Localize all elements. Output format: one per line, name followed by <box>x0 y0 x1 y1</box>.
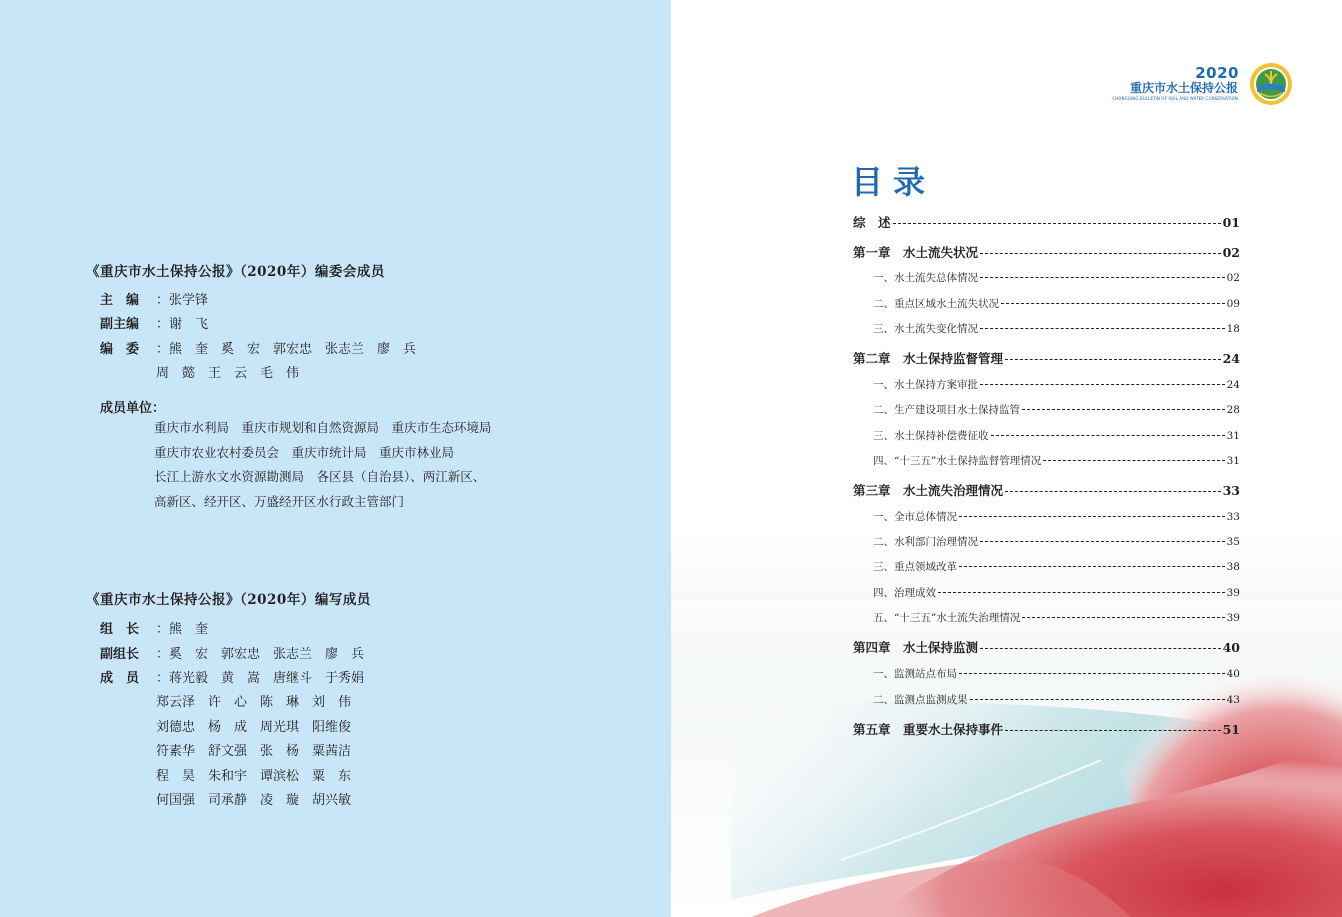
toc-page-number: 24 <box>1226 379 1240 391</box>
toc-entry-label: 第二章 水土保持监督管理 <box>853 351 1004 366</box>
toc-entry-section[interactable] <box>853 377 1240 392</box>
toc-leader <box>893 222 1221 224</box>
toc-entry-label: 一、水土保持方案审批 <box>873 379 978 391</box>
members-continuation: 何国强 司承静 凌 璇 胡兴敏 <box>156 793 352 808</box>
credit-names: ：张学锋 <box>156 293 209 308</box>
toc-leader <box>959 672 1225 674</box>
toc-entry-chapter-3[interactable] <box>853 481 1240 499</box>
members-continuation: 程 昊 朱和宇 谭滨松 粟 东 <box>156 769 352 784</box>
member-units-line: 重庆市农业农村委员会 重庆市统计局 重庆市林业局 <box>154 445 455 460</box>
toc-leader <box>959 515 1225 517</box>
toc-leader <box>1005 358 1221 360</box>
credit-role: 主 编 <box>100 293 140 308</box>
toc-entry-label: 第五章 重要水土保持事件 <box>853 722 1004 737</box>
credit-names: ：熊 奎 <box>156 622 209 637</box>
toc-entry-label: 三、水土流失变化情况 <box>873 323 978 335</box>
toc-entry-label: 综 述 <box>853 215 891 230</box>
editorial-committee-title: 《重庆市水土保持公报》（2020年）编委会成员 <box>86 264 385 280</box>
soil-water-conservation-emblem-icon <box>1249 62 1293 106</box>
toc-entry-label: 二、生产建设项目水土保持监管 <box>873 404 1020 416</box>
toc-leader <box>980 327 1225 329</box>
toc-leader <box>938 591 1225 593</box>
members-continuation: 符素华 舒文强 张 杨 粟茜洁 <box>156 744 352 759</box>
toc-leader <box>1005 729 1221 731</box>
toc-page-number: 39 <box>1226 587 1240 599</box>
logo-year: 2020 <box>1195 64 1239 82</box>
member-units-line: 高新区、经开区、万盛经开区水行政主管部门 <box>154 494 405 509</box>
toc-leader <box>980 276 1225 278</box>
toc-entry-section[interactable] <box>853 453 1240 468</box>
toc-entry-section[interactable] <box>853 270 1240 285</box>
toc-leader <box>991 434 1225 436</box>
toc-page-number: 02 <box>1222 245 1240 260</box>
toc-entry-section[interactable] <box>853 610 1240 625</box>
toc-leader <box>980 647 1221 649</box>
toc-entry-section[interactable] <box>853 692 1240 707</box>
toc-leader <box>980 383 1225 385</box>
credit-role: 成 员 <box>100 671 140 686</box>
toc-entry-chapter-4[interactable] <box>853 638 1240 656</box>
toc-entry-chapter-2[interactable] <box>853 349 1240 367</box>
toc-entry-label: 四、治理成效 <box>873 587 936 599</box>
toc-entry-chapter-5[interactable] <box>853 720 1240 738</box>
members-continuation: 郑云泽 许 心 陈 琳 刘 伟 <box>156 695 352 710</box>
toc-entry-chapter-1[interactable] <box>853 243 1240 261</box>
toc-entry-label: 三、重点领域改革 <box>873 561 957 573</box>
toc-entry-label: 一、水土流失总体情况 <box>873 272 978 284</box>
toc-leader <box>1022 408 1225 410</box>
toc-entry-section[interactable] <box>853 428 1240 443</box>
toc-leader <box>959 565 1225 567</box>
toc-entry-label: 二、监测点监测成果 <box>873 694 968 706</box>
right-page <box>671 0 1342 917</box>
credit-role: 组 长 <box>100 622 140 637</box>
toc-entry-label: 第一章 水土流失状况 <box>853 245 979 260</box>
toc-entry-section[interactable] <box>853 321 1240 336</box>
toc-title: 目录 <box>851 163 936 201</box>
bulletin-logo <box>1112 62 1296 112</box>
toc-leader <box>970 698 1225 700</box>
toc-entry-label: 二、水利部门治理情况 <box>873 536 978 548</box>
members-continuation: 刘德忠 杨 成 周光琪 阳维俊 <box>156 720 352 735</box>
credit-role: 副组长 <box>100 647 140 662</box>
toc-entry-label: 五、“十三五”水土流失治理情况 <box>873 612 1021 624</box>
toc-entry-label: 第四章 水土保持监测 <box>853 640 979 655</box>
toc-page-number: 38 <box>1226 561 1240 573</box>
member-units-line: 重庆市水利局 重庆市规划和自然资源局 重庆市生态环境局 <box>154 420 492 435</box>
credit-role: 副主编 <box>100 317 140 332</box>
toc-page-number: 02 <box>1226 272 1240 284</box>
credit-role: 编 委 <box>100 342 140 357</box>
toc-entry-label: 三、水土保持补偿费征收 <box>873 430 989 442</box>
toc-page-number: 40 <box>1222 640 1240 655</box>
logo-title: 重庆市水土保持公报 <box>1129 81 1238 95</box>
toc-entry-label: 一、全市总体情况 <box>873 511 957 523</box>
toc-entry-section[interactable] <box>853 296 1240 311</box>
toc-page-number: 33 <box>1222 483 1240 498</box>
credit-names: ：谢 飞 <box>156 317 209 332</box>
toc-leader <box>980 540 1225 542</box>
toc-page-number: 31 <box>1226 430 1240 442</box>
toc-page-number: 33 <box>1226 511 1240 523</box>
toc-page-number: 24 <box>1222 351 1240 366</box>
toc-page-number: 40 <box>1226 668 1240 680</box>
credit-names: ：熊 奎 奚 宏 郭宏忠 张志兰 廖 兵 <box>156 342 417 357</box>
toc-page-number: 39 <box>1226 612 1240 624</box>
toc-entry-section[interactable] <box>853 559 1240 574</box>
committee-continuation: 周 懿 王 云 毛 伟 <box>156 366 300 381</box>
toc-leader <box>980 252 1221 254</box>
toc-leader <box>1001 302 1225 304</box>
toc-page-number: 18 <box>1226 323 1240 335</box>
toc-entry-section[interactable] <box>853 666 1240 681</box>
toc-entry-overview[interactable] <box>853 213 1240 231</box>
toc-entry-section[interactable] <box>853 402 1240 417</box>
credit-names: ：蒋光毅 黄 嵩 唐继斗 于秀娟 <box>156 671 365 686</box>
toc-page-number: 43 <box>1226 694 1240 706</box>
toc-entry-section[interactable] <box>853 534 1240 549</box>
toc-entry-section[interactable] <box>853 509 1240 524</box>
member-units-line: 长江上游水文水资源勘测局 各区县（自治县）、两江新区、 <box>154 469 486 484</box>
toc-leader <box>1043 459 1224 461</box>
toc-leader <box>1022 616 1224 618</box>
toc-leader <box>1005 490 1221 492</box>
toc-entry-label: 一、监测站点布局 <box>873 668 957 680</box>
member-units-label: 成员单位： <box>100 401 166 416</box>
toc-page-number: 35 <box>1226 536 1240 548</box>
writing-team-title: 《重庆市水土保持公报》（2020年）编写成员 <box>86 592 371 608</box>
toc-page-number: 09 <box>1226 298 1240 310</box>
toc-entry-section[interactable] <box>853 585 1240 600</box>
toc-page-number: 01 <box>1222 215 1240 230</box>
toc-page-number: 51 <box>1222 722 1240 737</box>
toc-page-number: 28 <box>1226 404 1240 416</box>
logo-subtitle: CHONGQING BULLETIN OF SOIL AND WATER CONSERVATION <box>1112 96 1238 101</box>
toc-page-number: 31 <box>1226 455 1240 467</box>
toc-entry-label: 第三章 水土流失治理情况 <box>853 483 1004 498</box>
toc-entry-label: 二、重点区域水土流失状况 <box>873 298 999 310</box>
credit-names: ：奚 宏 郭宏忠 张志兰 廖 兵 <box>156 647 365 662</box>
toc-entry-label: 四、“十三五”水土保持监督管理情况 <box>873 455 1042 467</box>
